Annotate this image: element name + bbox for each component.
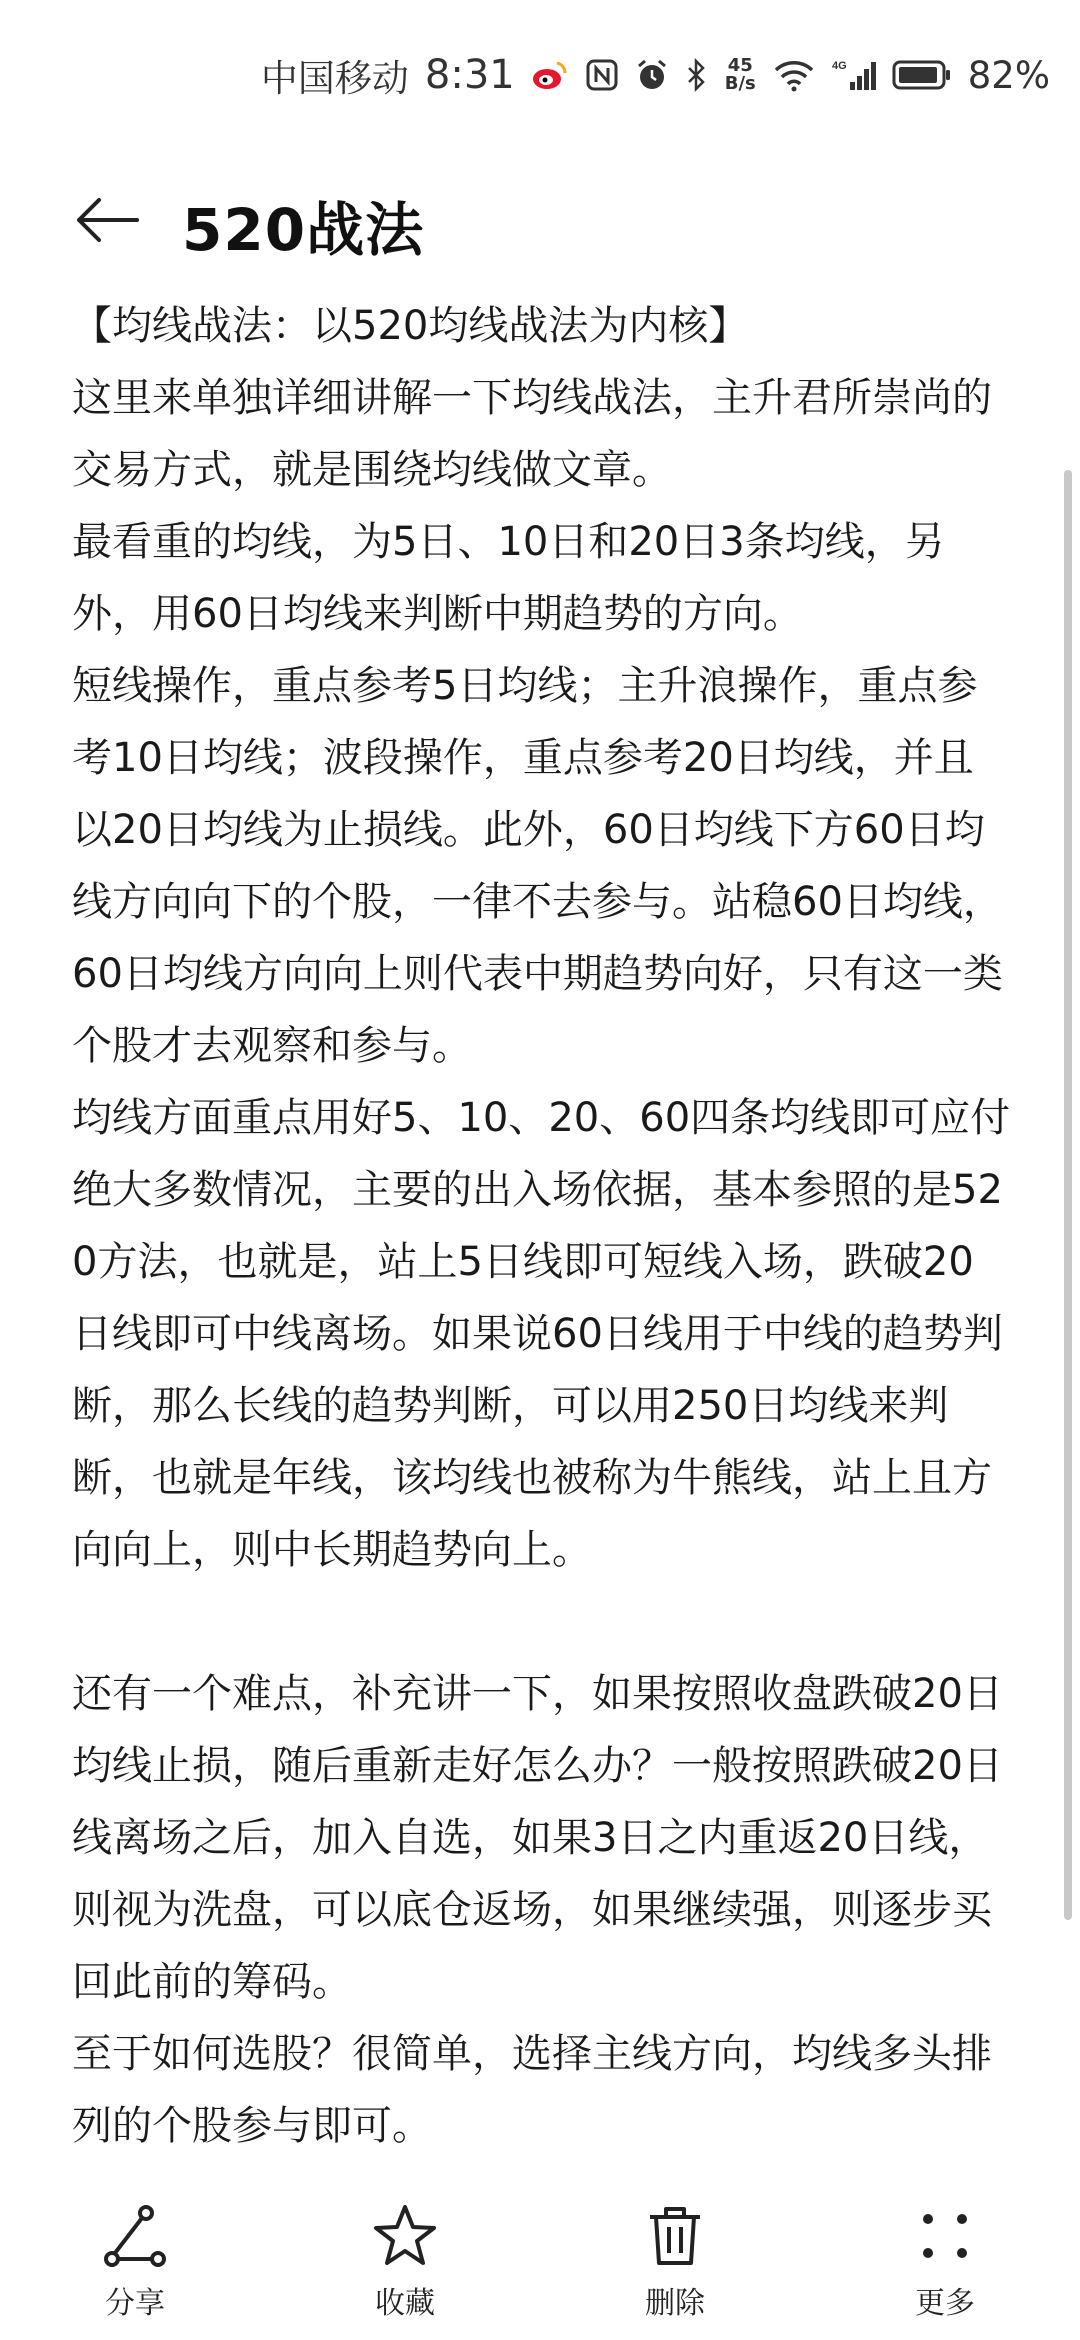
carrier-label: 中国移动: [260, 57, 409, 100]
share-icon: [99, 2200, 171, 2272]
net-speed-value: 45: [727, 55, 753, 76]
share-button[interactable]: [35, 2200, 235, 2322]
app-header: [0, 165, 1080, 275]
note-paragraph: 至于如何选股？很简单，选择主线方向，均线多头排列的个股参与即可。: [72, 2031, 992, 2149]
note-paragraph: 还有一个难点，补充讲一下，如果按照收盘跌破20日均线止损，随后重新走好怎么办？一般按照跌破20日线离场之后，加入自选，如果3日之内重返20日线，则视为洗盘，可以底仓返场，如果继续强，则逐步买回此前的筹码。: [72, 1671, 1003, 2005]
net-speed: [725, 57, 756, 93]
note-body[interactable]: [72, 290, 1012, 2162]
arrow-left-icon: [75, 196, 139, 248]
scrollbar[interactable]: [1064, 470, 1072, 1920]
note-paragraph: 这里来单独详细讲解一下均线战法，主升君所崇尚的交易方式，就是围绕均线做文章。: [72, 375, 992, 493]
note-paragraph: 均线方面重点用好5、10、20、60四条均线即可应付绝大多数情况，主要的出入场依据，基本参照的是520方法，也就是，站上5日线即可短线入场，跌破20日线即可中线离场。如果说60日线用于中线的趋势判断，那么长线的趋势判断，可以用250日均线来判断，也就是年线，该均线也被称为牛熊线，站上且方向向上，则中长期趋势向上。: [72, 1095, 1011, 1573]
note-paragraph: 短线操作，重点参考5日均线；主升浪操作，重点参考10日均线；波段操作，重点参考20日均线，并且以20日均线为止损线。此外，60日均线下方60日均线方向向下的个股，一律不去参与。站稳60日均线，60日均线方向向上则代表中期趋势向好，只有这一类个股才去观察和参与。: [72, 663, 1003, 1069]
delete-label: 删除: [645, 2286, 705, 2321]
back-button[interactable]: [72, 187, 142, 257]
note-paragraph: 【均线战法：以520均线战法为内核】: [72, 303, 749, 349]
status-bar: [0, 0, 1080, 150]
battery-percent: 82%: [967, 53, 1050, 97]
wifi-icon: [772, 58, 816, 92]
page-title: 520战法: [182, 196, 425, 264]
trash-icon: [639, 2200, 711, 2272]
star-icon: [369, 2200, 441, 2272]
delete-button[interactable]: [575, 2200, 775, 2322]
bottom-toolbar: [0, 2190, 1080, 2340]
signal-4g-icon: [832, 58, 876, 92]
note-blank-line: [72, 1586, 1012, 1658]
more-dots-icon: [909, 2200, 981, 2272]
weibo-icon: [531, 59, 569, 91]
net-speed-unit: B/s: [724, 73, 756, 94]
more-label: 更多: [915, 2286, 975, 2321]
nfc-icon: [585, 58, 619, 92]
svg-text:4G: 4G: [831, 60, 847, 72]
battery-icon: [892, 59, 952, 91]
more-button[interactable]: [845, 2200, 1045, 2322]
alarm-icon: [635, 58, 669, 92]
bluetooth-icon: [685, 58, 709, 92]
favorite-label: 收藏: [375, 2286, 435, 2321]
note-paragraph: 最看重的均线，为5日、10日和20日3条均线，另外，用60日均线来判断中期趋势的方向。: [72, 519, 945, 637]
share-label: 分享: [105, 2286, 165, 2321]
favorite-button[interactable]: [305, 2200, 505, 2322]
clock: 8:31: [424, 52, 515, 98]
